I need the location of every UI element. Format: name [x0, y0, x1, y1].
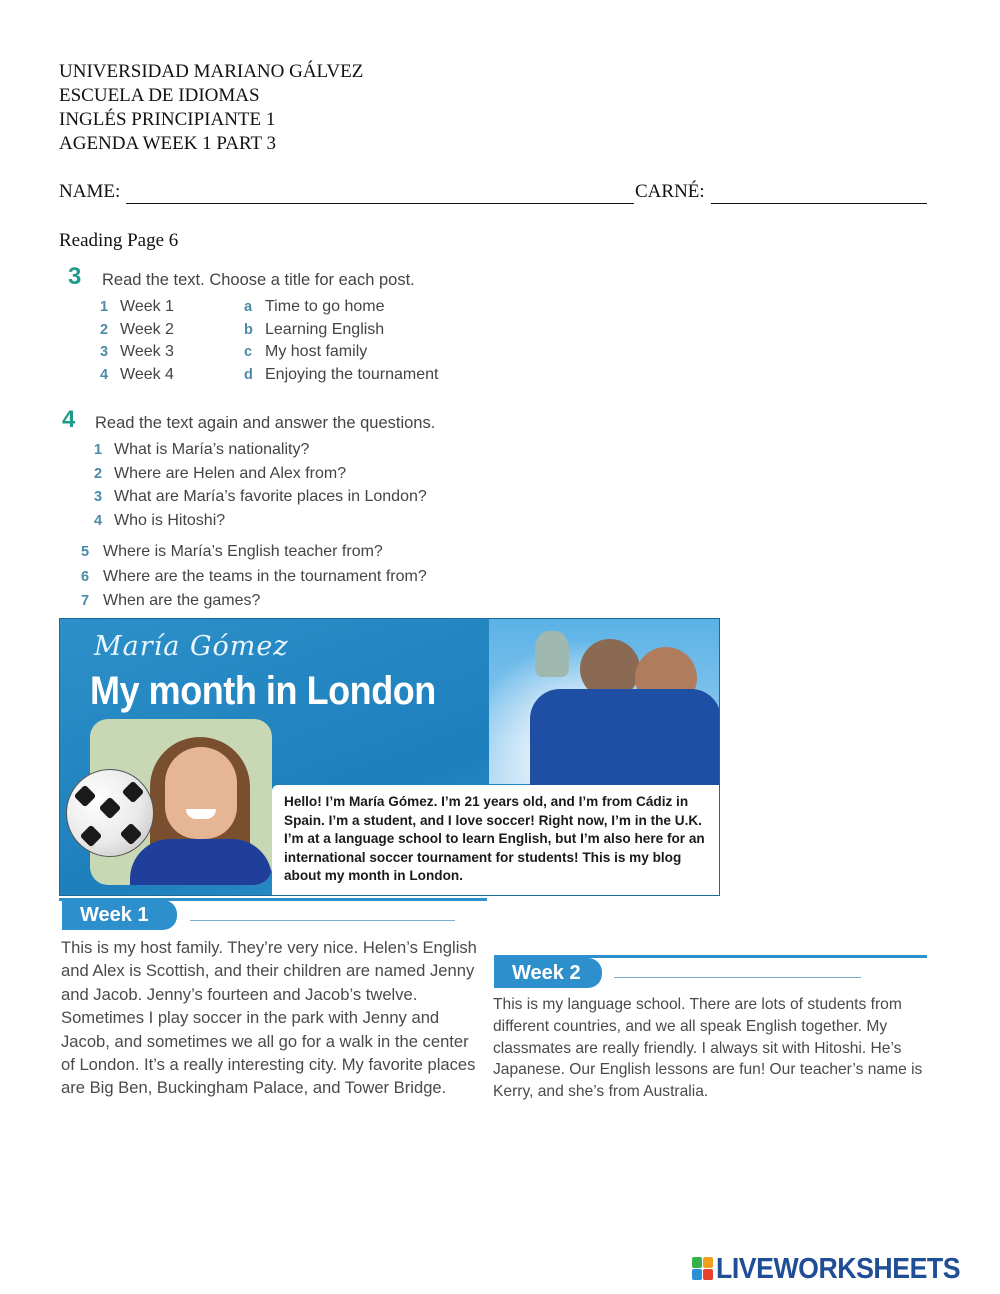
week-1-title-line[interactable]: [190, 920, 455, 921]
item-text: My host family: [265, 343, 368, 360]
liveworksheets-logo[interactable]: [692, 1253, 981, 1285]
exercise-4-instruction: Read the text again and answer the questions.: [95, 414, 436, 432]
agenda-title: AGENDA WEEK 1 PART 3: [59, 133, 277, 154]
item-number: 7: [81, 593, 90, 609]
list-item: [94, 441, 494, 465]
exercise-4: [62, 406, 75, 434]
blog-banner: [59, 618, 720, 896]
item-letter: b: [244, 321, 253, 338]
list-item: [100, 343, 220, 366]
item-text: Enjoying the tournament: [265, 365, 439, 383]
blog-title: My month in London: [90, 669, 436, 713]
list-item: [94, 465, 494, 489]
week-2-text: This is my language school. There are lots of students from different countries, and we all speak English together. My classmates are really friendly. I always sit with Hitoshi. He’s Japanese. Our English lessons are fun! Our teacher’s name is Kerry, and she’s from Australia.: [493, 996, 923, 1101]
exercise-3: [68, 263, 81, 291]
list-item: [244, 366, 484, 389]
question-list-continued: [81, 543, 501, 617]
name-carne-row: [59, 181, 927, 207]
question-list: [94, 441, 494, 535]
item-letter: d: [244, 366, 253, 383]
list-item: [100, 298, 220, 321]
item-text: What is María’s nationality?: [114, 441, 310, 458]
intro-text: Hello! I’m María Gómez. I’m 21 years old, and I’m from Cádiz in Spain. I’m a student, and I love soccer! Right now, I’m in the U.K. I’m at a language school to learn English, but I’m also here for an international soccer tournament for students! This is my blog about my month in London.: [284, 794, 705, 884]
carne-label: CARNÉ:: [635, 181, 705, 202]
school-name: ESCUELA DE IDIOMAS: [59, 85, 260, 106]
list-item: [100, 366, 220, 389]
trophy-photo: [535, 631, 569, 677]
item-letter: a: [244, 299, 253, 315]
item-text: Time to go home: [265, 298, 385, 315]
list-item: [94, 512, 494, 536]
item-text: Week 1: [120, 298, 174, 315]
team-jerseys: [530, 689, 720, 789]
list-item: [244, 321, 484, 344]
list-item: [81, 543, 501, 568]
exercise-3-number: 3: [68, 263, 82, 290]
item-text: Who is Hitoshi?: [114, 511, 226, 529]
item-text: Where are the teams in the tournament from?: [103, 567, 427, 585]
item-text: Where is María’s English teacher from?: [103, 543, 383, 560]
item-text: Week 4: [120, 365, 174, 383]
logo-text: LIVEWORKSHEETS: [716, 1252, 961, 1285]
item-number: 1: [94, 442, 103, 458]
title-options: [244, 298, 484, 388]
logo-mark-icon: [692, 1257, 714, 1281]
list-item: [81, 592, 501, 617]
item-text: Week 3: [120, 343, 174, 360]
item-text: Week 2: [120, 320, 174, 338]
intro-text-box: [272, 785, 720, 896]
item-number: 4: [94, 512, 103, 529]
item-text: Where are Helen and Alex from?: [114, 464, 347, 482]
week-2-title-line[interactable]: [614, 977, 861, 978]
university-name: UNIVERSIDAD MARIANO GÁLVEZ: [59, 61, 364, 82]
item-number: 4: [100, 366, 109, 383]
list-item: [100, 321, 220, 344]
author-name: María Gómez: [94, 631, 289, 662]
item-text: What are María’s favorite places in London?: [114, 488, 427, 505]
item-number: 3: [94, 489, 103, 505]
soccer-ball-icon: [66, 769, 154, 857]
carne-field[interactable]: [711, 203, 927, 204]
item-number: 5: [81, 544, 90, 560]
reading-page-label: Reading Page 6: [59, 230, 179, 251]
list-item: [81, 568, 501, 593]
week-2-tab: Week 2: [494, 958, 602, 988]
item-text: When are the games?: [103, 592, 261, 609]
exercise-3-instruction: Read the text. Choose a title for each post.: [102, 271, 415, 289]
jersey-shape: [130, 839, 272, 885]
item-number: 2: [100, 321, 109, 338]
item-number: 2: [94, 465, 103, 482]
week-list: [100, 298, 220, 388]
name-field[interactable]: [126, 203, 634, 204]
item-text: Learning English: [265, 320, 385, 338]
face-shape: [165, 747, 237, 839]
item-number: 6: [81, 568, 90, 585]
week-1-text: This is my host family. They’re very nice. Helen’s English and Alex is Scottish, and their children are named Jenny and Jacob. Jenny’s fourteen and Jacob’s twelve. Sometimes I play soccer in the park with Jenny and Jacob, and sometimes we all go for a walk in the center of London. It’s a really interesting city. My favorite places are Big Ben, Buckingham Palace, and Tower Bridge.: [61, 938, 477, 1098]
list-item: [94, 488, 494, 512]
week-1-tab: Week 1: [62, 900, 177, 930]
exercise-4-number: 4: [62, 406, 76, 433]
item-number: 3: [100, 344, 109, 360]
item-letter: c: [244, 344, 253, 360]
list-item: [244, 298, 484, 321]
name-label: NAME:: [59, 181, 121, 202]
course-name: INGLÉS PRINCIPIANTE 1: [59, 109, 276, 130]
item-number: 1: [100, 299, 109, 315]
list-item: [244, 343, 484, 366]
